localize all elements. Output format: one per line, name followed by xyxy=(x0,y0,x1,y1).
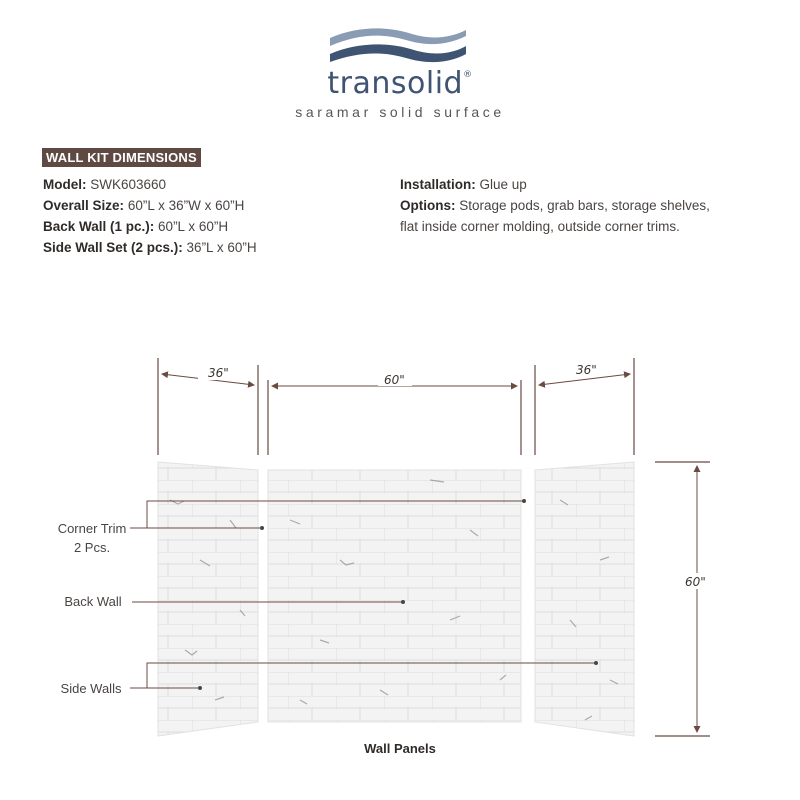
dimension-label-left: 36" xyxy=(208,366,229,380)
callout-back-wall: Back Wall xyxy=(64,594,122,609)
spec-back-wall: Back Wall (1 pc.): 60”L x 60”H xyxy=(43,219,229,234)
dimension-left-width xyxy=(158,358,258,455)
back-wall-panel xyxy=(268,470,521,722)
right-side-wall-panel xyxy=(535,462,634,736)
callout-corner-trim: Corner Trim 2 Pcs. xyxy=(57,521,127,555)
dimension-right-width xyxy=(535,358,634,455)
section-title: WALL KIT DIMENSIONS xyxy=(42,148,201,167)
brand-tagline: saramar solid surface xyxy=(295,104,505,120)
dimension-back-width xyxy=(268,372,521,455)
dimension-label-right: 36" xyxy=(576,363,597,377)
dimension-label-back: 60" xyxy=(384,373,405,387)
spec-options: Options: Storage pods, grab bars, storage shelves, flat inside corner molding, outside corner trims. xyxy=(400,198,710,234)
spec-installation: Installation: Glue up xyxy=(400,177,527,192)
dimension-label-height: 60" xyxy=(685,575,706,589)
left-side-wall-panel xyxy=(158,462,258,736)
brand-wordmark: transolid® xyxy=(327,66,473,101)
dimension-height xyxy=(655,462,714,736)
spec-side-wall-set: Side Wall Set (2 pcs.): 36”L x 60”H xyxy=(43,240,257,255)
spec-overall-size: Overall Size: 60”L x 36”W x 60”H xyxy=(43,198,245,213)
diagram-caption: Wall Panels xyxy=(364,741,436,756)
callout-side-walls: Side Walls xyxy=(60,681,122,696)
spec-model: Model: SWK603660 xyxy=(43,177,167,192)
registered-mark: ® xyxy=(463,70,473,80)
